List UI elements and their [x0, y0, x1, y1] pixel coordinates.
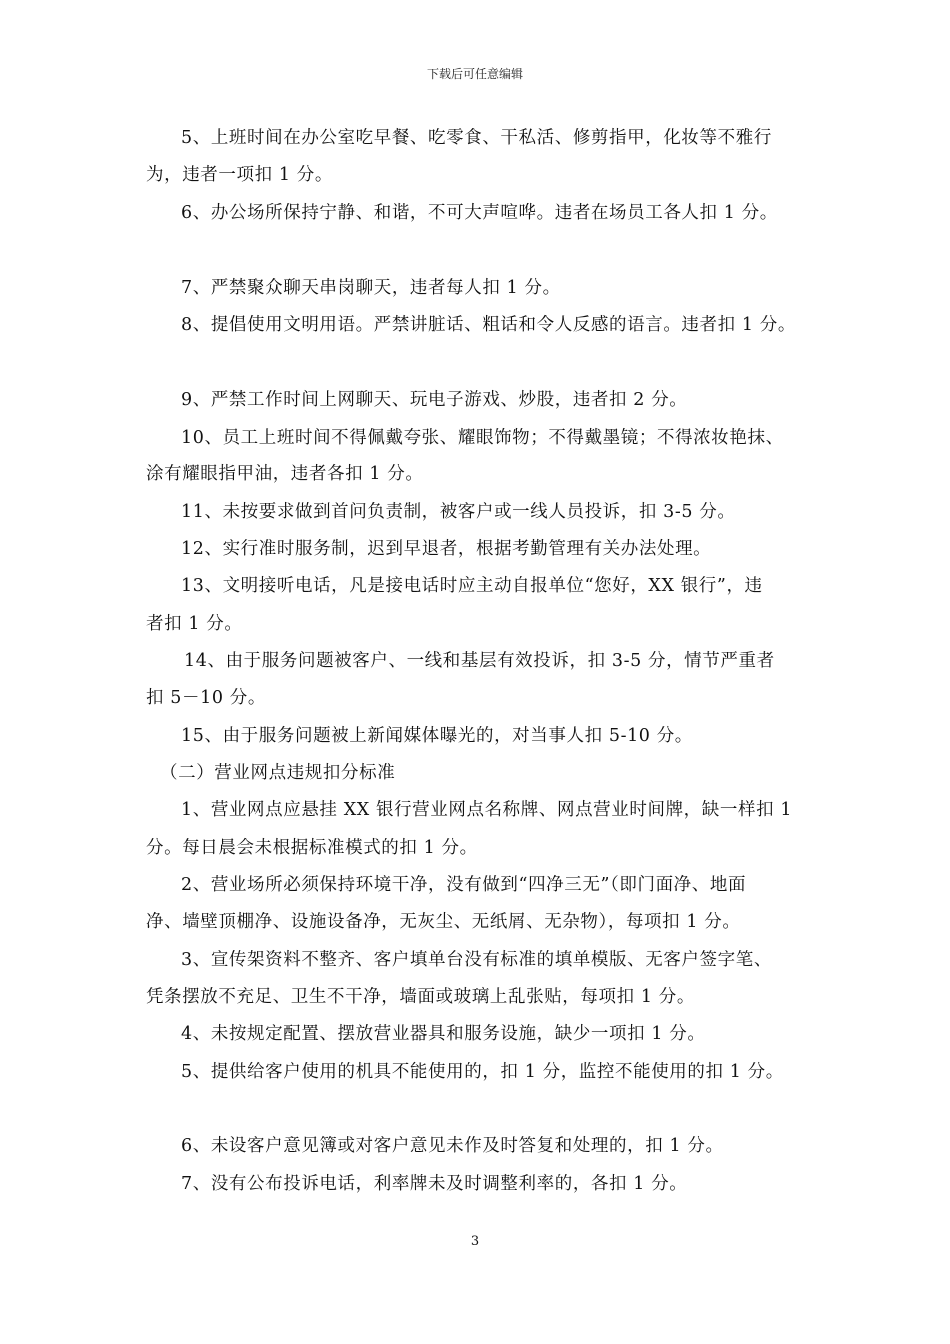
body-line: 6、办公场所保持宁静、和谐，不可大声喧哗。违者在场员工各人扣 1 分。	[181, 203, 778, 223]
body-line: 8、提倡使用文明用语。严禁讲脏话、粗话和令人反感的语言。违者扣 1 分。	[181, 315, 796, 335]
body-line: 12、实行准时服务制，迟到早退者，根据考勤管理有关办法处理。	[181, 539, 712, 559]
body-line: 1、营业网点应悬挂 XX 银行营业网点名称牌、网点营业时间牌，缺一样扣 1	[181, 800, 793, 820]
body-line: 13、文明接听电话，凡是接电话时应主动自报单位“您好，XX 银行”，违	[181, 576, 763, 596]
body-line: 为，违者一项扣 1 分。	[146, 165, 333, 185]
body-line: 5、上班时间在办公室吃早餐、吃零食、干私活、修剪指甲，化妆等不雅行	[181, 128, 772, 148]
body-line: 涂有耀眼指甲油，违者各扣 1 分。	[146, 464, 424, 484]
body-line: 7、严禁聚众聊天串岗聊天，违者每人扣 1 分。	[181, 278, 561, 298]
body-line: 分。每日晨会未根据标准模式的扣 1 分。	[146, 838, 478, 858]
body-line: 扣 5－10 分。	[146, 688, 266, 708]
body-line: 11、未按要求做到首问负责制，被客户或一线人员投诉，扣 3-5 分。	[181, 502, 736, 522]
body-line: 6、未设客户意见簿或对客户意见未作及时答复和处理的，扣 1 分。	[181, 1136, 724, 1156]
body-line: 净、墙壁顶棚净、设施设备净，无灰尘、无纸屑、无杂物），每项扣 1 分。	[146, 912, 741, 932]
body-line: 4、未按规定配置、摆放营业器具和服务设施，缺少一项扣 1 分。	[181, 1024, 706, 1044]
body-line: 9、严禁工作时间上网聊天、玩电子游戏、炒股，违者扣 2 分。	[181, 390, 688, 410]
body-line: 3、宣传架资料不整齐、客户填单台没有标准的填单模版、无客户签字笔、	[181, 950, 772, 970]
body-line: 2、营业场所必须保持环境干净，没有做到“四净三无”（即门面净、地面	[181, 875, 747, 895]
body-line: 凭条摆放不充足、卫生不干净，墙面或玻璃上乱张贴，每项扣 1 分。	[146, 987, 695, 1007]
page-header: 下载后可任意编辑	[426, 67, 523, 81]
body-line: 者扣 1 分。	[146, 614, 243, 634]
body-line: 10、员工上班时间不得佩戴夸张、耀眼饰物；不得戴墨镜；不得浓妆艳抹、	[181, 428, 784, 448]
body-line: 7、没有公布投诉电话，利率牌未及时调整利率的，各扣 1 分。	[181, 1174, 688, 1194]
body-line: 15、由于服务问题被上新闻媒体曝光的，对当事人扣 5-10 分。	[181, 726, 693, 746]
body-line: 5、提供给客户使用的机具不能使用的，扣 1 分，监控不能使用的扣 1 分。	[181, 1062, 784, 1082]
section-heading: （二）营业网点违规扣分标准	[160, 763, 396, 783]
page-number: 3	[470, 1234, 480, 1249]
body-line: 14、由于服务问题被客户、一线和基层有效投诉，扣 3-5 分，情节严重者	[184, 651, 775, 671]
